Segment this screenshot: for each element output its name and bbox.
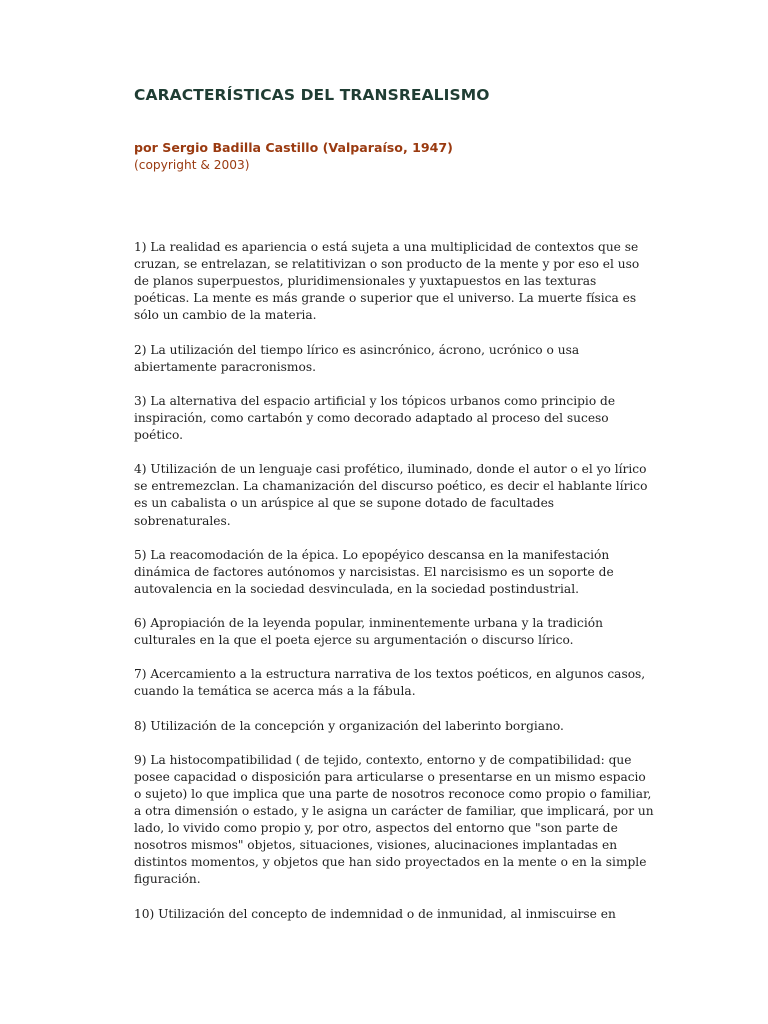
- author-byline: por Sergio Badilla Castillo (Valparaíso, 1947): [134, 140, 453, 155]
- paragraph-2: 2) La utilización del tiempo lírico es asincrónico, ácrono, ucrónico o usa abiertamente paracronismos.: [134, 342, 580, 374]
- paragraph-1: 1) La realidad es apariencia o está sujeta a una multiplicidad de contextos que se cruzan, se entrelazan, se relatitivizan o son producto de la mente y por eso el uso de planos superpuestos, pluridimensionales y yuxtapuestos en las texturas poéticas. La mente es más grande o superior que el universo. La muerte física es sólo un cambio de la materia.: [134, 240, 640, 323]
- document-body: [134, 239, 654, 940]
- paragraph-9: 9) La histocompatibilidad ( de tejido, contexto, entorno y de compatibilidad: que posee capacidad o disposición para articularse o presentarse en un mismo espacio o sujeto) lo que implica que una parte de nosotros reconoce como propio o familiar, a otra dimensión o estado, y le asigna un carácter de familiar, que implicará, por un lado, lo vivido como propio y, por otro, aspectos del entorno que "son parte de nosotros mismos" objetos, situaciones, visiones, alucinaciones implantadas en distintos momentos, y objetos que han sido proyectados en la mente o en la simple figuración.: [134, 752, 654, 887]
- copyright-note: (copyright & 2003): [134, 158, 250, 172]
- paragraph-5: 5) La reacomodación de la épica. Lo epopéyico descansa en la manifestación dinámica de factores autónomos y narcisistas. El narcisismo es un soporte de autovalencia en la sociedad desvinculada, en la sociedad postindustrial.: [134, 547, 614, 596]
- paragraph-6: 6) Apropiación de la leyenda popular, inminentemente urbana y la tradición culturales en la que el poeta ejerce su argumentación o discurso lírico.: [134, 616, 603, 648]
- paragraph-7: 7) Acercamiento a la estructura narrativa de los textos poéticos, en algunos casos, cuando la temática se acerca más a la fábula.: [134, 667, 646, 699]
- paragraph-10: 10) Utilización del concepto de indemnidad o de inmunidad, al inmiscuirse en: [134, 906, 616, 921]
- paragraph-4: 4) Utilización de un lenguaje casi profético, iluminado, donde el autor o el yo lírico se entremezclan. La chamanización del discurso poético, es decir el hablante lírico es un cabalista o un arúspice al que se supone dotado de facultades sobrenaturales.: [134, 462, 648, 528]
- paragraph-8: 8) Utilización de la concepción y organización del laberinto borgiano.: [134, 718, 564, 733]
- paragraph-3: 3) La alternativa del espacio artificial y los tópicos urbanos como principio de inspiración, como cartabón y como decorado adaptado al proceso del suceso poético.: [134, 393, 616, 443]
- document-title: CARACTERÍSTICAS DEL TRANSREALISMO: [134, 86, 490, 104]
